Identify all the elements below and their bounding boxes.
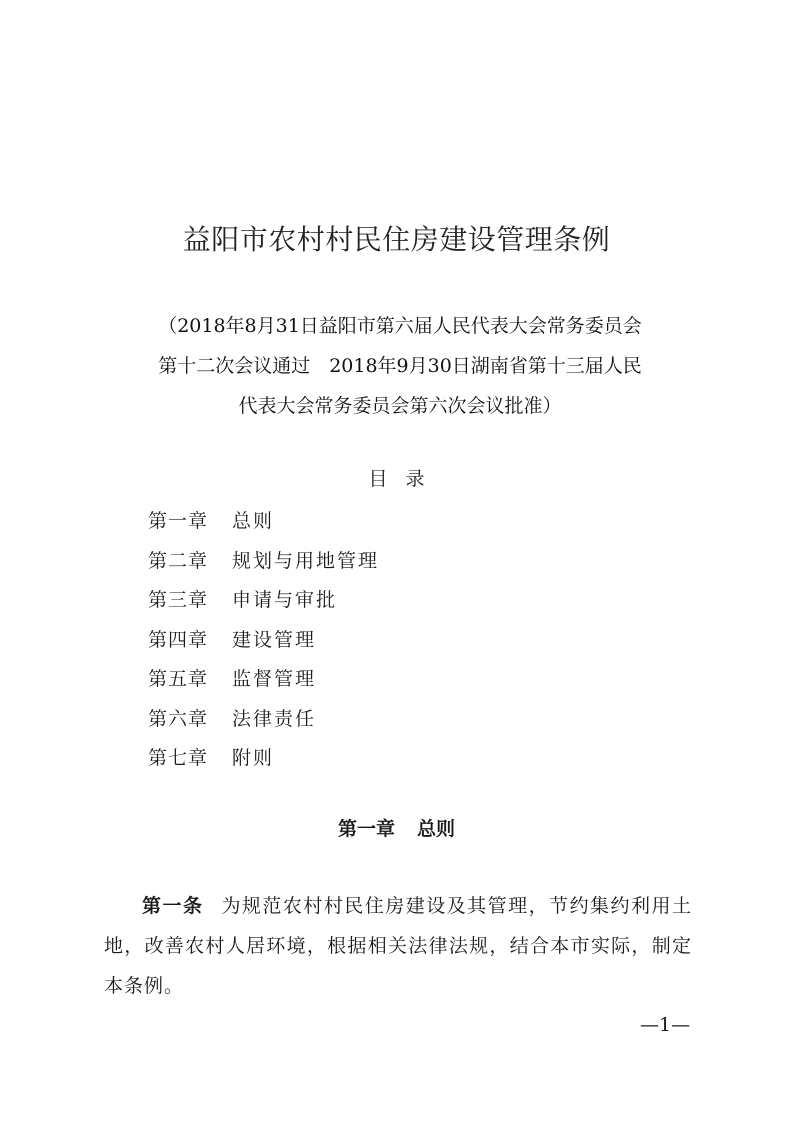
toc-chapter-title: 申请与审批: [232, 589, 338, 612]
chapter-title: 总则: [417, 818, 456, 840]
toc-chapter-title: 总则: [232, 510, 275, 533]
toc-item: [148, 500, 548, 540]
adoption-note-line: 第十二次会议通过 2018年9月30日湖南省第十三届人民: [158, 355, 642, 377]
toc-chapter-title: 规划与用地管理: [232, 549, 380, 572]
toc-heading: 目录: [368, 468, 443, 490]
chapter-number: 第一章: [337, 818, 395, 840]
adoption-note-line: 代表大会常务委员会第六次会议批准）: [238, 395, 562, 417]
toc-item: [148, 540, 548, 580]
toc-chapter-number: 第七章: [148, 747, 209, 770]
chapter-heading: [0, 813, 793, 845]
adoption-note-line: （2018年8月31日益阳市第六届人民代表大会常务委员会: [158, 315, 642, 337]
page-title: 益阳市农村村民住房建设管理条例: [182, 223, 611, 256]
toc-chapter-number: 第二章: [148, 549, 209, 572]
toc-item: [148, 579, 548, 619]
toc-chapter-number: 第六章: [148, 707, 209, 730]
toc-chapter-title: 法律责任: [232, 707, 317, 730]
toc-item: [148, 698, 548, 738]
toc-item: [148, 658, 548, 698]
article-label: 第一条: [142, 895, 204, 917]
adoption-note: [120, 306, 680, 426]
article-text: 为规范农村村民住房建设及其管理，节约集约利用土地，改善农村人居环境，根据相关法律法规，结合本市实际，制定本条例。: [104, 895, 692, 997]
toc-item: [148, 737, 548, 777]
article-paragraph: [104, 886, 692, 1006]
toc-chapter-title: 监督管理: [232, 668, 317, 691]
toc-chapter-title: 附则: [232, 747, 275, 770]
page-number: —1—: [640, 1014, 691, 1036]
toc-chapter-number: 第三章: [148, 589, 209, 612]
toc-chapter-number: 第四章: [148, 628, 209, 651]
toc-chapter-number: 第一章: [148, 510, 209, 533]
toc-chapter-title: 建设管理: [232, 628, 317, 651]
toc-item: [148, 619, 548, 659]
table-of-contents: [148, 500, 548, 777]
toc-chapter-number: 第五章: [148, 668, 209, 691]
